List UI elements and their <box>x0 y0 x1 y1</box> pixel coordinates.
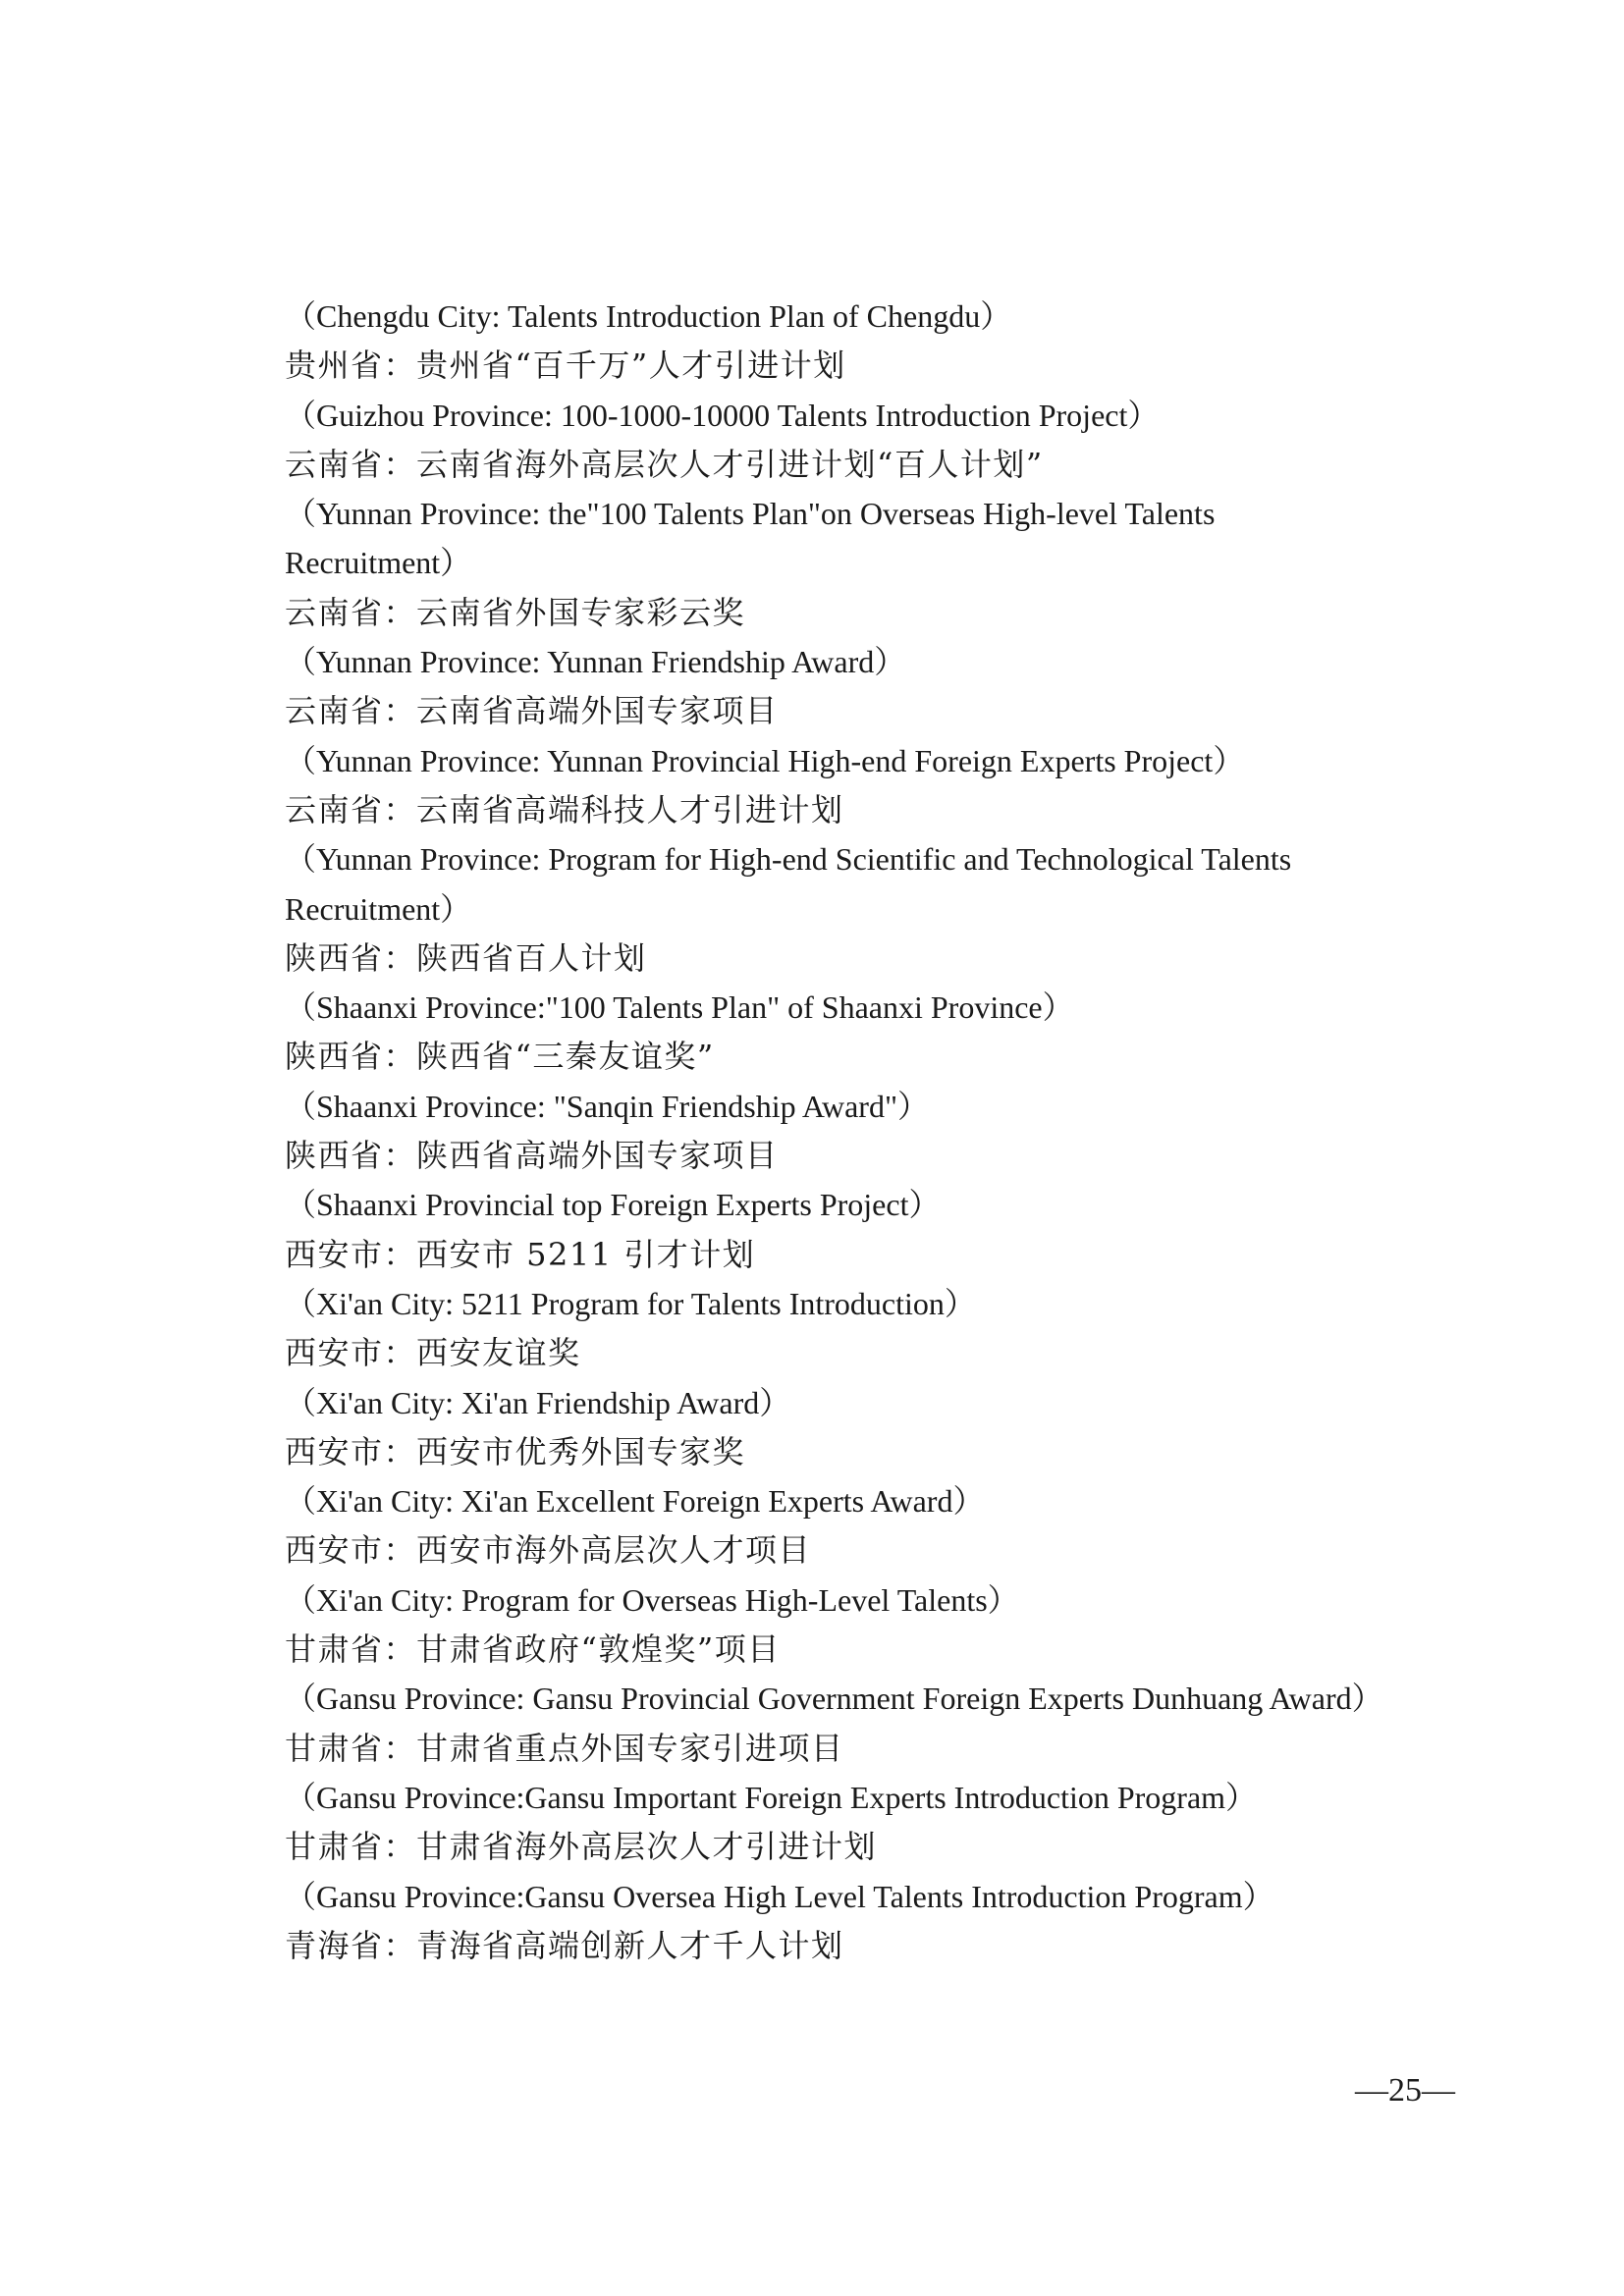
program-name-zh: 陕西省：陕西省百人计划 <box>285 938 647 977</box>
program-name-zh: 甘肃省：甘肃省重点外国专家引进项目 <box>285 1729 844 1767</box>
program-name-en: （Yunnan Province: Program for High-end Scientific and Technological Talents <box>285 841 1292 878</box>
program-name-zh: 云南省：云南省外国专家彩云奖 <box>285 593 746 631</box>
program-name-en-continued: Recruitment） <box>285 545 472 581</box>
program-name-en-continued: Recruitment） <box>285 890 472 927</box>
program-name-en: （Shaanxi Province: "Sanqin Friendship Award"） <box>285 1088 930 1124</box>
program-name-zh: 甘肃省：甘肃省海外高层次人才引进计划 <box>285 1828 878 1866</box>
program-name-zh: 甘肃省：甘肃省政府“敦煌奖”项目 <box>285 1630 781 1669</box>
program-name-zh: 陕西省：陕西省“三秦友谊奖” <box>285 1038 715 1076</box>
program-name-zh: 西安市：西安市 5211 引才计划 <box>285 1235 756 1273</box>
program-name-en: （Xi'an City: Xi'an Excellent Foreign Experts Award） <box>285 1483 985 1520</box>
program-name-en: （Xi'an City: Xi'an Friendship Award） <box>285 1384 791 1420</box>
program-name-en: （Xi'an City: 5211 Program for Talents Introduction） <box>285 1285 976 1321</box>
program-name-en: （Chengdu City: Talents Introduction Plan of Chengdu） <box>285 298 1012 334</box>
program-name-zh: 云南省：云南省海外高层次人才引进计划“百人计划” <box>285 445 1044 483</box>
program-name-zh: 云南省：云南省高端科技人才引进计划 <box>285 790 844 828</box>
document-body <box>285 292 1483 1970</box>
program-name-zh: 西安市：西安友谊奖 <box>285 1334 581 1372</box>
program-name-en: （Guizhou Province: 100-1000-10000 Talents Introduction Project） <box>285 397 1160 433</box>
page-number: —25— <box>1355 2072 1455 2109</box>
program-name-zh: 西安市：西安市优秀外国专家奖 <box>285 1432 746 1470</box>
program-name-zh: 陕西省：陕西省高端外国专家项目 <box>285 1137 779 1175</box>
program-name-en: （Shaanxi Provincial top Foreign Experts Project） <box>285 1187 941 1223</box>
program-name-zh: 贵州省：贵州省“百千万”人才引进计划 <box>285 347 846 385</box>
program-name-en: （Xi'an City: Program for Overseas High-Level Talents） <box>285 1581 1019 1618</box>
program-name-zh: 西安市：西安市海外高层次人才项目 <box>285 1531 812 1570</box>
program-name-zh: 云南省：云南省高端外国专家项目 <box>285 692 779 730</box>
program-name-en: （Gansu Province:Gansu Oversea High Level Talents Introduction Program） <box>285 1878 1274 1914</box>
program-name-zh: 青海省：青海省高端创新人才千人计划 <box>285 1926 844 1964</box>
program-name-en: （Gansu Province: Gansu Provincial Government Foreign Experts Dunhuang Award） <box>285 1681 1383 1717</box>
program-name-en: （Yunnan Province: the"100 Talents Plan"on Overseas High-level Talents <box>285 496 1216 532</box>
program-name-en: （Gansu Province:Gansu Important Foreign Experts Introduction Program） <box>285 1779 1258 1815</box>
program-name-en: （Yunnan Province: Yunnan Friendship Award） <box>285 644 906 680</box>
program-name-en: （Shaanxi Province:"100 Talents Plan" of Shaanxi Province） <box>285 989 1074 1026</box>
program-name-en: （Yunnan Province: Yunnan Provincial High-end Foreign Experts Project） <box>285 742 1245 778</box>
